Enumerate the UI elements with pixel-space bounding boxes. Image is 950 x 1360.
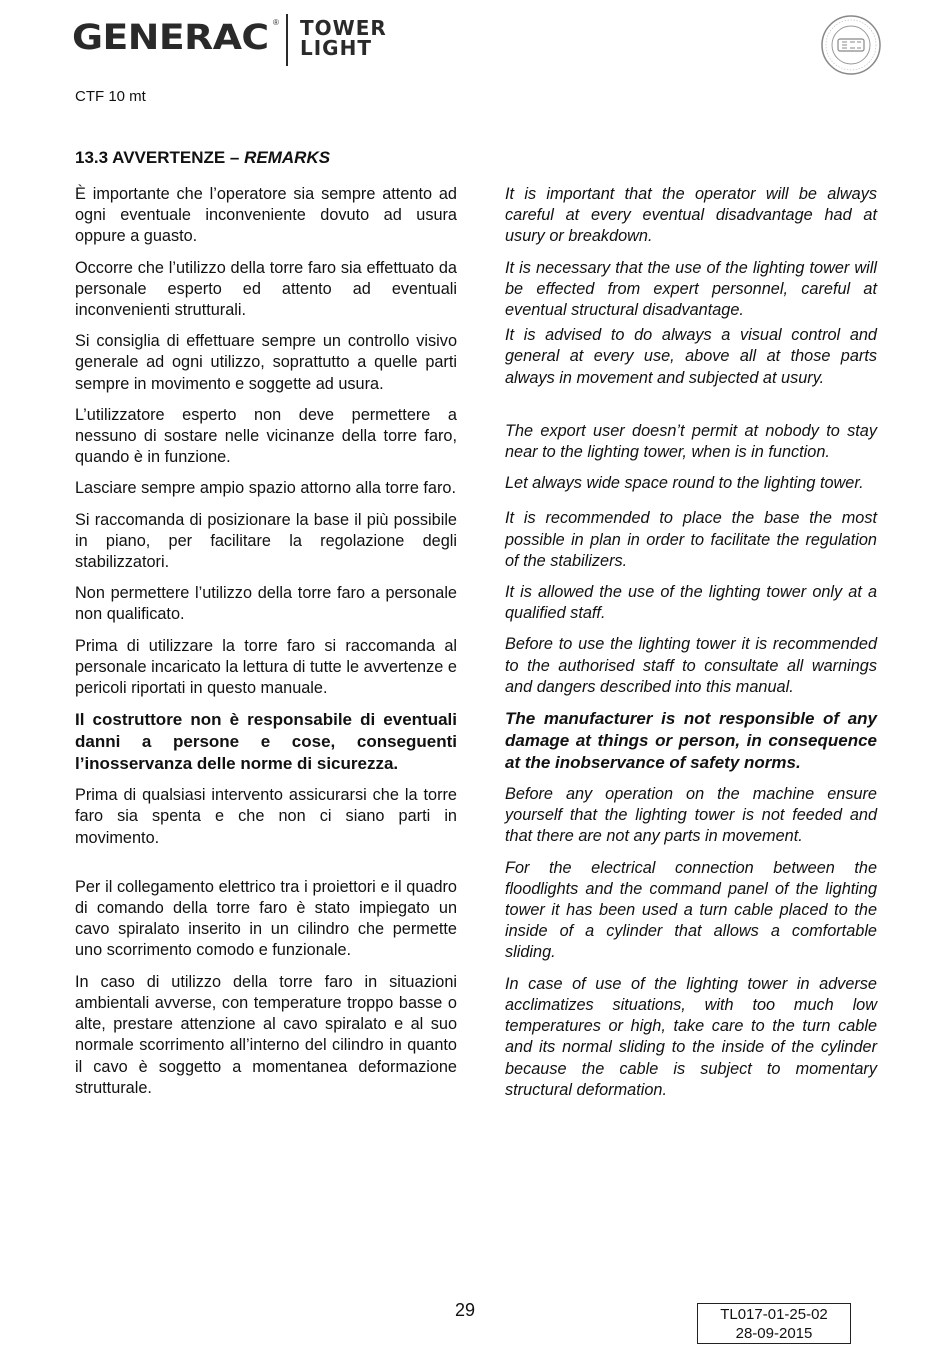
paragraph-en: For the electrical connection between the floodlights and the command panel of the lighting tower it has been used a turn cable placed to the inside of a cylinder that allows a comfortable sliding. — [505, 858, 877, 962]
paragraph-it: Prima di utilizzare la torre faro si raccomanda al personale incaricato la lettura di tutte le avvertenze e pericoli riportati in questo manuale. — [75, 636, 457, 698]
model-label: CTF 10 mt — [75, 88, 146, 105]
section-title-en: REMARKS — [244, 148, 331, 167]
paragraph-en: In case of use of the lighting tower in adverse acclimatizes situations, with too much low temperatures or high, take care to the turn cable and its normal sliding to the inside of the cylinder because the cable is subject to momentary structural deformation. — [505, 974, 877, 1099]
paragraph-it: Si raccomanda di posizionare la base il più possibile in piano, per facilitare la regolazione degli stabilizzatori. — [75, 510, 457, 572]
generac-tower-light-logo — [72, 14, 432, 70]
paragraph-en-warning: The manufacturer is not responsible of any damage at things or person, in consequence at the inobservance of safety norms. — [505, 709, 877, 773]
paragraph-it: Prima di qualsiasi intervento assicurarsi che la torre faro sia spenta e che non ci siano parti in movimento. — [75, 786, 457, 847]
english-column — [505, 184, 877, 1111]
paragraph-it: Non permettere l’utilizzo della torre faro a personale non qualificato. — [75, 584, 457, 624]
product-line-2: LIGHT — [300, 36, 372, 60]
italian-column — [75, 184, 457, 1109]
paragraph-en: It is advised to do always a visual control and general at every use, above all at those parts always in movement and subjected at usury. — [505, 326, 877, 387]
paragraph-en: It is necessary that the use of the lighting tower will be effected from expert personnel, careful at eventual structural disadvantage. — [505, 258, 877, 320]
paragraph-it: Si consiglia di effettuare sempre un controllo visivo generale ad ogni utilizzo, soprattutto a quelle parti sempre in movimento e soggette ad usura. — [75, 332, 457, 393]
paragraph-it: L’utilizzatore esperto non deve permettere a nessuno di sostare nelle vicinanze della torre faro, quando è in funzione. — [75, 405, 457, 467]
section-title — [75, 148, 330, 168]
paragraph-it: In caso di utilizzo della torre faro in situazioni ambientali avverse, con temperature troppo basse o alte, prestare attenzione al cavo spiralato e al suo normale scorrimento all’interno del cilindro in quanto il cavo è soggetto a momentanea deformazione strutturale. — [75, 972, 457, 1097]
paragraph-it: È importante che l’operatore sia sempre attento ad ogni eventuale inconveniente dovuto ad usura oppure a guasto. — [75, 185, 457, 246]
paragraph-en: It is allowed the use of the lighting tower only at a qualified staff. — [505, 583, 877, 623]
product-line-1: TOWER — [300, 16, 387, 40]
paragraph-en: Let always wide space round to the lighting tower. — [505, 474, 864, 493]
brand-name: GENERAC — [72, 18, 269, 58]
paragraph-it: Per il collegamento elettrico tra i proiettori e il quadro di comando della torre faro è stato impiegato un cavo spiralato inserito in un cilindro che permette uno scorrimento comodo e funzionale. — [75, 877, 457, 960]
paragraph-en: Before to use the lighting tower it is recommended to the authorised staff to consultate all warnings and dangers described into this manual. — [505, 635, 877, 696]
paragraph-it: Occorre che l’utilizzo della torre faro sia effettuato da personale esperto ed attento ad eventuali inconvenienti strutturali. — [75, 258, 457, 320]
document-date: 28-09-2015 — [735, 1325, 813, 1342]
paragraph-en: The export user doesn’t permit at nobody to stay near to the lighting tower, when is in function. — [505, 421, 877, 462]
paragraph-it-warning: Il costruttore non è responsabile di eventuali danni a persone e cose, conseguenti l’inosservanza delle norme di sicurezza. — [75, 710, 457, 774]
paragraph-en: It is recommended to place the base the most possible in plan in order to facilitate the regulation of the stabilizers. — [505, 509, 877, 570]
certification-seal-icon — [820, 14, 882, 76]
paragraph-it: Lasciare sempre ampio spazio attorno alla torre faro. — [75, 479, 456, 498]
section-title-it: 13.3 AVVERTENZE – — [75, 148, 245, 167]
product-name — [300, 18, 387, 58]
paragraph-en: Before any operation on the machine ensure yourself that the lighting tower is not feeded and that there are not any parts in movement. — [505, 785, 877, 846]
page-number: 29 — [455, 1300, 476, 1320]
document-reference-box — [697, 1303, 851, 1344]
paragraph-en: It is important that the operator will be always careful at every eventual disadvantage had at usury or breakdown. — [505, 185, 877, 246]
document-code: TL017-01-25-02 — [720, 1306, 828, 1323]
logo-divider — [286, 14, 288, 66]
registered-mark: ® — [273, 18, 279, 27]
